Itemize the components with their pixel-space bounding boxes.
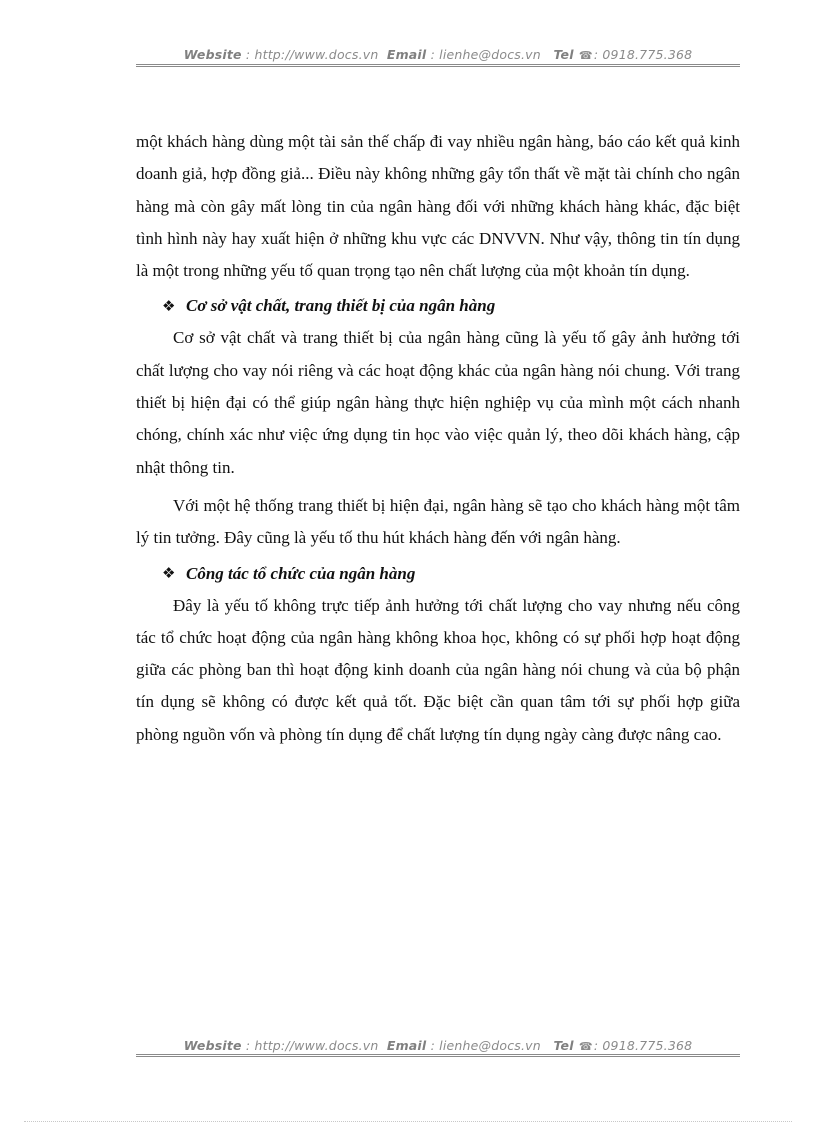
- footer-email-label: Email: [386, 1038, 427, 1053]
- paragraph-organization: Đây là yếu tố không trực tiếp ảnh hưởng tới chất lượng cho vay nhưng nếu công tác tổ chức hoạt động của ngân hàng không khoa học, không có sự phối hợp hoạt động giữa các phòng ban thì hoạt động kinh doanh của ngân hàng nói chung và của bộ phận tín dụng sẽ không có được kết quả tốt. Đặc biệt cần quan tâm tới sự phối hợp giữa phòng nguồn vốn và phòng tín dụng để chất lượng tín dụng ngày càng được nâng cao.: [136, 595, 740, 744]
- footer-tel-value: : 0918.775.368: [593, 1038, 693, 1053]
- page-header: [136, 47, 740, 62]
- phone-icon: ☎: [578, 49, 593, 62]
- header-tel-value: : 0918.775.368: [593, 47, 693, 62]
- section-heading-organization-text: Công tác tổ chức của ngân hàng: [186, 563, 416, 583]
- diamond-bullet-icon: ❖: [162, 564, 176, 583]
- page-footer: [136, 1038, 740, 1053]
- header-website-label: Website: [183, 47, 242, 62]
- header-website-link[interactable]: http://www.docs.vn: [254, 47, 379, 62]
- footer-website-link[interactable]: http://www.docs.vn: [254, 1038, 379, 1053]
- header-email-sep: :: [426, 47, 440, 62]
- phone-icon: ☎: [578, 1040, 593, 1053]
- page-bottom-border: [24, 1121, 792, 1122]
- footer-email-link[interactable]: lienhe@docs.vn: [439, 1038, 541, 1053]
- paragraph-modern-system: Với một hệ thống trang thiết bị hiện đại, ngân hàng sẽ tạo cho khách hàng một tâm lý tin tưởng. Đây cũng là yếu tố thu hút khách hàng đến với ngân hàng.: [136, 495, 740, 548]
- footer-rule: [136, 1054, 740, 1057]
- footer-tel-label: Tel: [553, 1038, 574, 1053]
- header-website-sep: :: [241, 47, 255, 62]
- paragraph-credit-info: một khách hàng dùng một tài sản thế chấp đi vay nhiều ngân hàng, báo cáo kết quả kinh doanh giả, hợp đồng giả... Điều này không những gây tổn thất về mặt tài chính cho ngân hàng mà còn gây mất lòng tin của ngân hàng đối với những khách hàng khác, đặc biệt tình hình này hay xuất hiện ở những khu vực các DNVVN. Như vậy, thông tin tín dụng là một trong những yếu tố quan trọng tạo nên chất lượng của một khoản tín dụng.: [136, 132, 740, 281]
- header-rule: [136, 64, 740, 67]
- diamond-bullet-icon: ❖: [162, 296, 176, 315]
- footer-website-label: Website: [183, 1038, 242, 1053]
- section-heading-facilities: [136, 290, 740, 322]
- header-email-link[interactable]: lienhe@docs.vn: [439, 47, 541, 62]
- footer-website-sep: :: [241, 1038, 255, 1053]
- footer-email-sep: :: [426, 1038, 440, 1053]
- section-heading-organization: [136, 558, 740, 590]
- header-tel-label: Tel: [553, 47, 574, 62]
- paragraph-facilities: Cơ sở vật chất và trang thiết bị của ngân hàng cũng là yếu tố gây ảnh hưởng tới chất lượng cho vay nói riêng và các hoạt động khác của ngân hàng nói chung. Với trang thiết bị hiện đại có thể giúp ngân hàng thực hiện nghiệp vụ của mình một cách nhanh chóng, chính xác như việc ứng dụng tin học vào việc quản lý, theo dõi khách hàng, cập nhật thông tin.: [136, 328, 740, 477]
- page-content: [136, 126, 740, 751]
- section-heading-facilities-text: Cơ sở vật chất, trang thiết bị của ngân hàng: [186, 296, 496, 316]
- header-email-label: Email: [386, 47, 427, 62]
